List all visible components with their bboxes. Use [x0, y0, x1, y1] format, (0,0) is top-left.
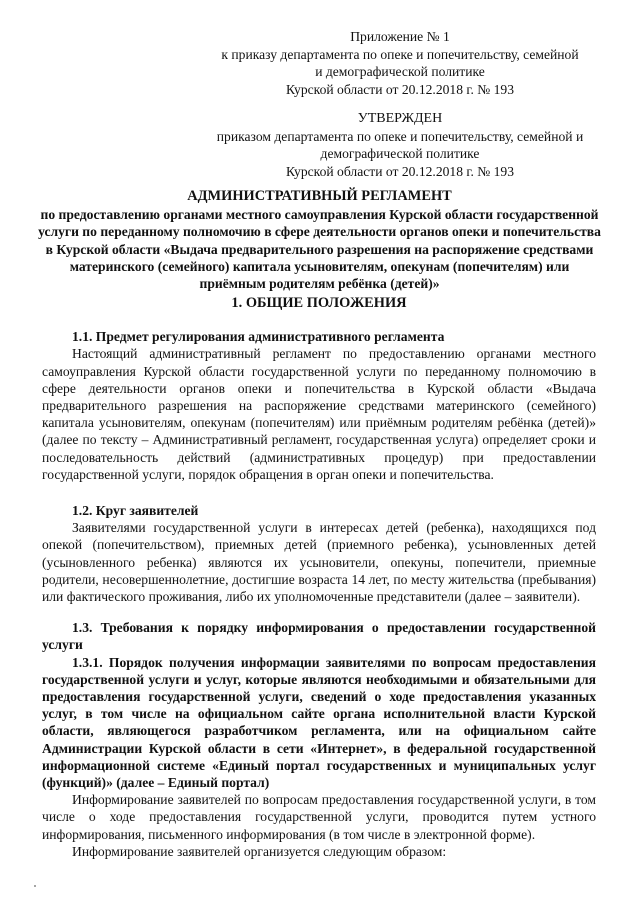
approval-stamp — [200, 110, 600, 180]
subsection-1-1-text: Настоящий административный регламент по предоставлению органами местного самоуправления Курской области государственной услуги по переданному полномочию в сфере деятельности органов опеки и попечительства в Курской области «Выдача предварительного разрешения на распоряжение средствами материнского (семейного) капитала усыновителям, опекунам (попечителям) или приёмным родителям ребёнка (детей)» (далее по тексту – Административный регламент, государственная услуга) определяет сроки и последовательность действий (административных процедур) при предоставлении государственной услуги, порядок обращения в орган опеки и попечительства. — [42, 346, 596, 482]
document-title — [36, 188, 603, 292]
appendix-policy-line: и демографической политике — [315, 64, 485, 80]
spacer — [42, 605, 596, 619]
scan-speck — [34, 885, 36, 887]
subsection-1-1-heading: 1.1. Предмет регулирования административного регламента — [72, 329, 445, 345]
approved-line-2: демографической политике — [320, 146, 480, 162]
document-body — [42, 295, 596, 860]
section-1-heading: 1. ОБЩИЕ ПОЛОЖЕНИЯ — [231, 295, 407, 311]
informing-paragraph-2: Информирование заявителей организуется следующим образом: — [72, 843, 447, 859]
title-main: АДМИНИСТРАТИВНЫЙ РЕГЛАМЕНТ — [187, 188, 452, 204]
appendix-date-line: Курской области от 20.12.2018 г. № 193 — [285, 81, 515, 97]
subsection-1-2-heading: 1.2. Круг заявителей — [72, 503, 199, 519]
informing-paragraph-1: Информирование заявителей по вопросам предоставления государственной услуги, в том числе о ходе предоставления государственной услуги, проводится путем устного информирования, письменного информирования (в том числе в электронной форме). — [42, 792, 596, 842]
title-subtitle: по предоставлению органами местного самоуправления Курской области государственной услуги по переданному полномочию в сфере деятельности органов опеки и попечительства в Курской области «Выдача предварительного разрешения на распоряжение средствами материнского (семейного) капитала усыновителям, опекунам (попечителям) или приёмным родителям ребёнка (детей)» — [38, 207, 601, 292]
approved-heading: УТВЕРЖДЕН — [357, 111, 443, 126]
appendix-order-line: к приказу департамента по опеке и попечительству, семейной — [221, 46, 579, 62]
subsection-1-3-heading: 1.3. Требования к порядку информирования о предоставлении государственной услуги — [42, 620, 596, 653]
approved-line-3: Курской области от 20.12.2018 г. № 193 — [285, 163, 515, 179]
appendix-number: Приложение № 1 — [350, 29, 450, 44]
approved-line-1: приказом департамента по опеке и попечительству, семейной и — [216, 128, 584, 144]
subsection-1-3-1-text: 1.3.1. Порядок получения информации заявителями по вопросам предоставления государственной услуги и услуг, которые являются необходимыми и обязательными для предоставления государственной услуги, сведений о ходе предоставления указанных услуг, в том числе на официальном сайте органа исполнительной власти Курской области, являющегося разработчиком регламента, или на официальном сайте Администрации Курской области в сети «Интернет», в федеральной государственной информационной системе «Единый портал государственных и муниципальных услуг (функций)» (далее – Единый портал) — [42, 654, 596, 791]
subsection-1-2-text: Заявителями государственной услуги в интересах детей (ребенка), находящихся под опекой (попечительством), приемных детей (приемного ребенка), усыновленных детей (усыновленного ребенка) являются их усыновители, опекуны, попечители, приемные родители, несовершеннолетние, достигшие возраста 14 лет, по месту жительства (пребывания) или фактического проживания, либо их уполномоченные представители (далее – заявители). — [42, 520, 596, 605]
spacer — [42, 483, 596, 502]
appendix-header — [200, 28, 600, 98]
